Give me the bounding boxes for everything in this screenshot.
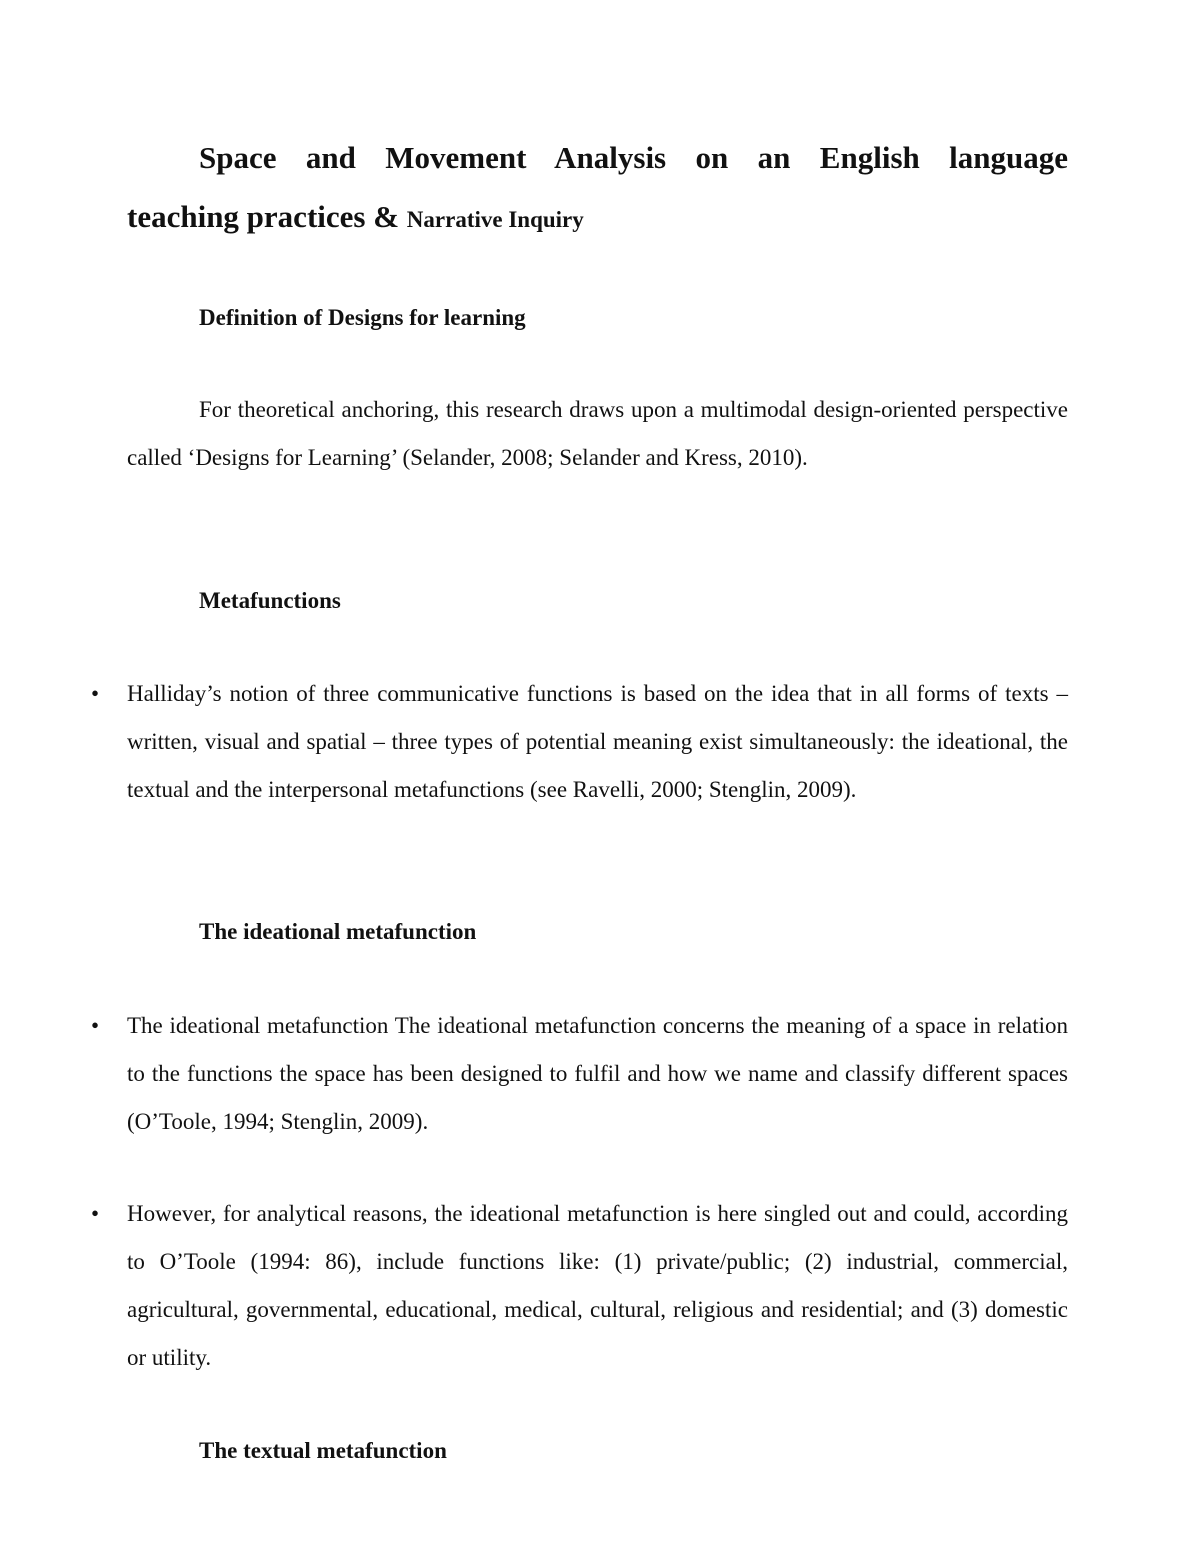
- title-subtitle: Narrative Inquiry: [406, 207, 584, 232]
- title-line-2: [127, 199, 584, 234]
- title-line-1: Space and Movement Analysis on an English language: [199, 140, 1068, 175]
- heading-textual-metafunction: The textual metafunction: [199, 1438, 447, 1463]
- list-item-metafunctions-1: [91, 670, 1068, 814]
- document-title: [127, 128, 1068, 249]
- paragraph-designs-for-learning: For theoretical anchoring, this research draws upon a multimodal design-oriented perspective called ‘Designs for Learning’ (Selander, 2008; Selander and Kress, 2010).: [127, 397, 1068, 470]
- title-continuation: teaching practices &: [127, 199, 400, 234]
- list-item-ideational-1: [91, 1002, 1068, 1146]
- bullet-icon: •: [91, 681, 100, 706]
- list-item-text: Halliday’s notion of three communicative functions is based on the idea that in all forms of texts – written, visual and spatial – three types of potential meaning exist simultaneously: the ideational, the textual and the interpersonal metafunctions (see Ravelli, 2000; Stenglin, 2009).: [127, 681, 1068, 802]
- heading-metafunctions: Metafunctions: [199, 588, 341, 613]
- list-item-text: The ideational metafunction The ideational metafunction concerns the meaning of a space in relation to the functions the space has been designed to fulfil and how we name and classify different spaces (O’Toole, 1994; Stenglin, 2009).: [127, 1013, 1068, 1134]
- bullet-icon: •: [91, 1201, 100, 1226]
- bullet-icon: •: [91, 1013, 100, 1038]
- heading-designs-for-learning: Definition of Designs for learning: [199, 305, 526, 330]
- list-item-ideational-2: [91, 1190, 1068, 1382]
- heading-ideational-metafunction: The ideational metafunction: [199, 919, 477, 944]
- list-item-text: However, for analytical reasons, the ideational metafunction is here singled out and could, according to O’Toole (1994: 86), include functions like: (1) private/public; (2) industrial, commercial, agricultural, governmental, educational, medical, cultural, religious and residential; and (3) domestic or utility.: [127, 1201, 1068, 1370]
